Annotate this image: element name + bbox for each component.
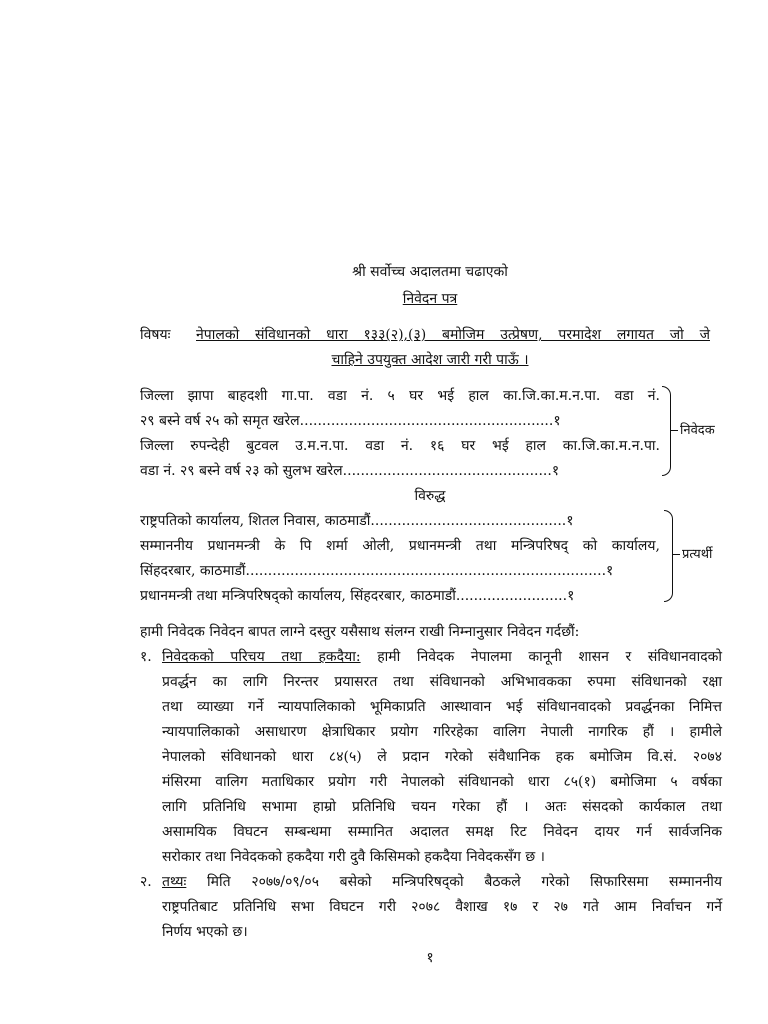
- court-heading: श्री सर्वोच्च अदालतमा चढाएको: [352, 264, 508, 280]
- section-heading: तथ्यः: [162, 874, 187, 890]
- respondent-line: सम्माननीय प्रधानमन्त्री के पि शर्मा ओली, प्रधानमन्त्री तथा मन्त्रिपरिषद् को कार्यालय,: [140, 538, 660, 554]
- petitioner-line: जिल्ला झापा बाहदशी गा.पा. वडा नं. ५ घर भई हाल का.जि.का.म.न.पा. वडा नं.: [140, 388, 660, 404]
- section-line: राष्ट्रपतिबाट प्रतिनिधि सभा विघटन गरी २०७८ वैशाख १७ र २७ गते आम निर्वाचन गर्ने: [162, 899, 722, 915]
- petitioner-role: निवेदक: [680, 423, 715, 438]
- subject-line-1: नेपालको संविधानको धारा १३३(२),(३) बमोजिम उत्प्रेषण, परमादेश लगायत जो जे: [196, 327, 710, 343]
- respondent-brace: [664, 510, 673, 602]
- section-line: असामयिक विघटन सम्बन्धमा सम्मानित अदालत समक्ष रिट निवेदन दायर गर्न सार्वजनिक: [162, 824, 722, 840]
- respondent-role: प्रत्यर्थी: [682, 547, 713, 562]
- petitioner-line: जिल्ला रुपन्देही बुटवल उ.म.न.पा. वडा नं. १६ घर भई हाल का.जि.का.म.न.पा.: [140, 438, 660, 454]
- section-first-line-text: हामी निवेदक नेपालमा कानूनी शासन र संविधानवादको: [377, 649, 723, 665]
- section-first-line-text: मिति २०७७/०९/०५ बसेको मन्त्रिपरिषद्को बैठकले गरेको सिफारिसमा सम्माननीय: [207, 874, 722, 890]
- page-number: १: [426, 950, 434, 966]
- section-line: लागि प्रतिनिधि सभामा हाम्रो प्रतिनिधि चयन गरेका हौं । अतः संसदको कार्यकाल तथा: [162, 799, 722, 815]
- versus-label: विरुद्ध: [414, 488, 446, 504]
- intro-paragraph: हामी निवेदक निवेदन बापत लाग्ने दस्तुर यसैसाथ संलग्न राखी निम्नानुसार निवेदन गर्दछौं:: [140, 624, 580, 640]
- subject-line-2: चाहिने उपयुक्त आदेश जारी गरी पाऊँ ।: [331, 352, 529, 368]
- section-heading: निवेदकको परिचय तथा हकदैया:: [162, 649, 361, 665]
- respondent-brace-tip: [672, 554, 680, 555]
- section-line: सरोकार तथा निवेदकको हकदैया गरी दुवै किसिमको हकदैया निवेदकसँग छ ।: [162, 849, 545, 865]
- section-number: १.: [140, 649, 152, 665]
- respondent-line: राष्ट्रपतिको कार्यालय, शितल निवास, काठमाडौं............................................१: [140, 513, 574, 529]
- section-line: मंसिरमा वालिग मताधिकार प्रयोग गरी नेपालको संविधानको धारा ८५(१) बमोजिमा ५ वर्षका: [162, 774, 722, 790]
- respondent-line: प्रधानमन्त्री तथा मन्त्रिपरिषद्को कार्यालय, सिंहदरबार, काठमाडौं.........................१: [140, 588, 575, 604]
- section-line: तथा व्याख्या गर्ने न्यायपालिकाको भूमिकाप्रति आस्थावान भई संविधानवादको प्रवर्द्धनका निमित्त: [162, 699, 722, 715]
- section-first-line: [162, 872, 722, 892]
- section-line: प्रवर्द्धन का लागि निरन्तर प्रयासरत तथा संविधानको अभिभावकका रुपमा संविधानको रक्षा: [162, 674, 722, 690]
- petitioner-brace-tip: [670, 430, 678, 431]
- section-line: नेपालको संविधानको धारा ८४(५) ले प्रदान गरेको संवैधानिक हक बमोजिम वि.सं. २०७४: [162, 749, 722, 765]
- section-number: २.: [140, 874, 152, 890]
- petitioner-line: वडा नं. २९ बस्ने वर्ष २३ को सुलभ खरेल...............................................१: [140, 463, 560, 479]
- section-line: निर्णय भएको छ।: [162, 924, 248, 940]
- petitioner-line: २९ बस्ने वर्ष २५ को समृत खरेल.........................................................१: [140, 413, 561, 429]
- subject-label: विषयः: [140, 327, 171, 343]
- respondent-line: सिंहदरबार, काठमाडौं.................................................................................१: [140, 563, 614, 579]
- section-first-line: [162, 647, 722, 667]
- section-line: न्यायपालिकाको असाधारण क्षेत्राधिकार प्रयोग गरिरहेका वालिग नेपाली नागरिक हौं । हामीले: [162, 724, 722, 740]
- document-type: निवेदन पत्र: [402, 291, 458, 307]
